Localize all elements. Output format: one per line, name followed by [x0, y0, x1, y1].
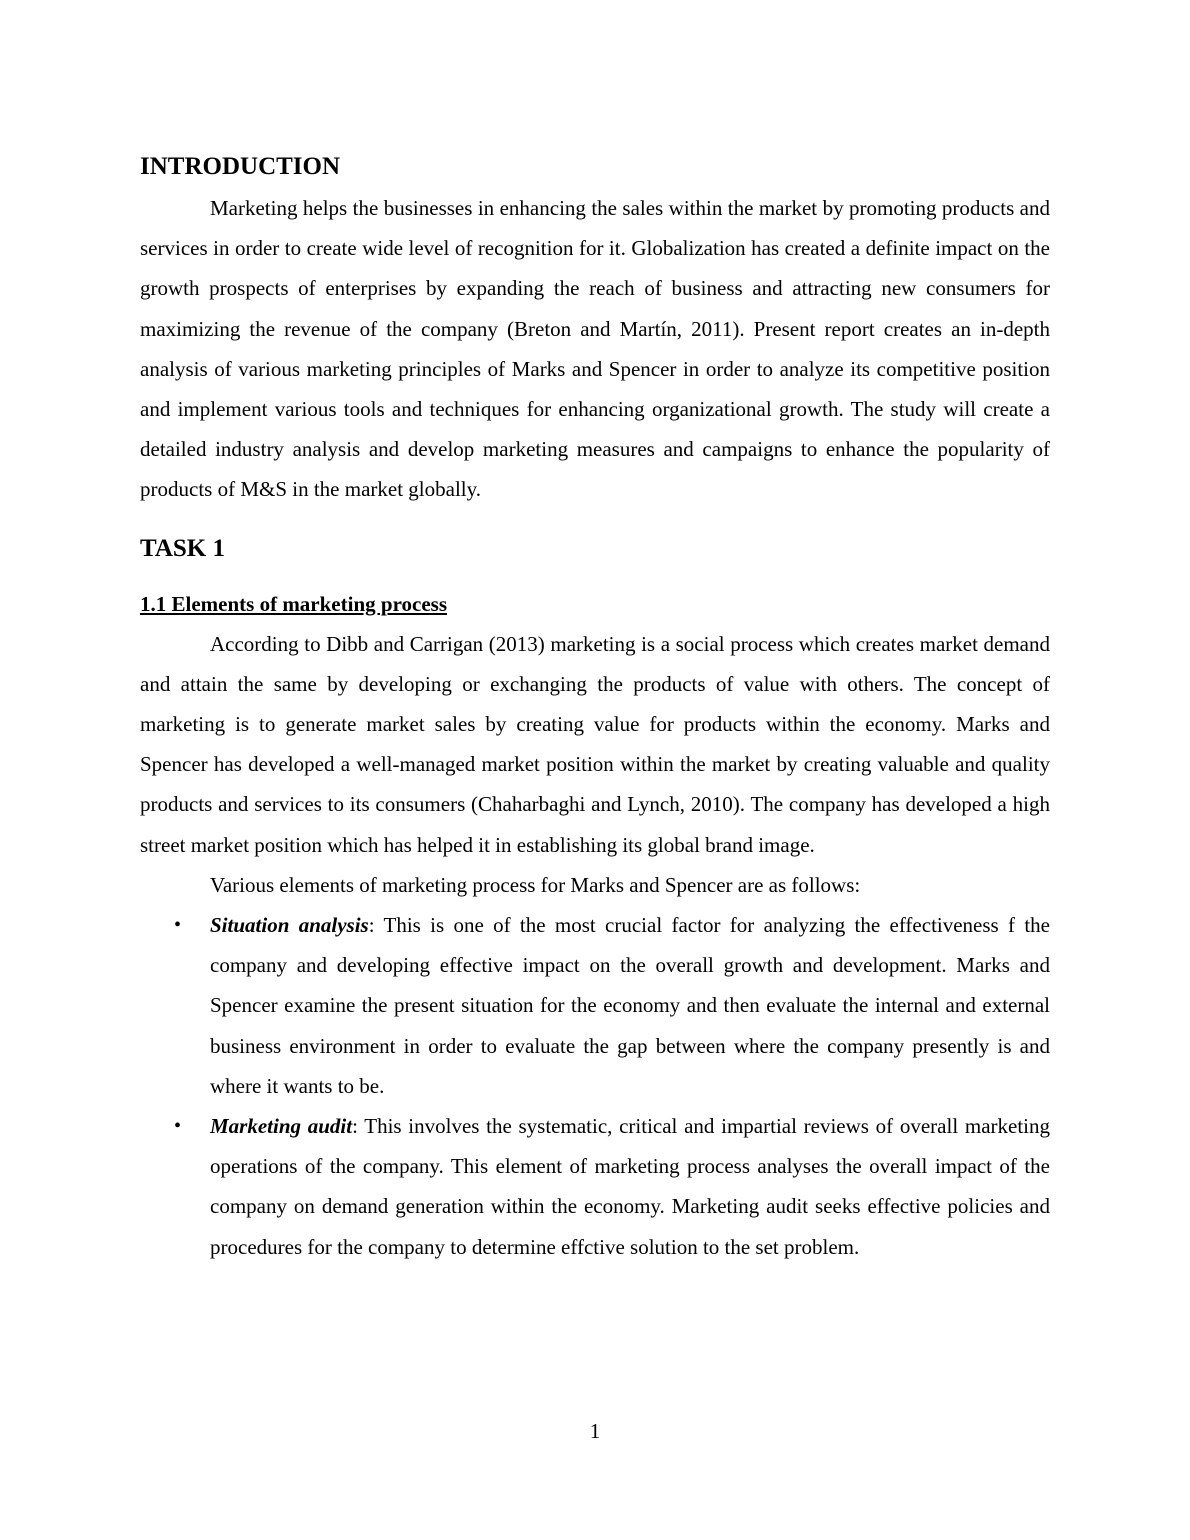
bullet-icon: • [174, 1115, 182, 1138]
section-heading: 1.1 Elements of marketing process [140, 591, 447, 616]
elements-list [140, 905, 1050, 1267]
list-item-term: Situation analysis [210, 913, 369, 938]
list-item [140, 905, 1050, 1106]
list-item-term: Marketing audit [210, 1114, 353, 1139]
page-number: 1 [589, 1419, 601, 1443]
document-page [140, 150, 1050, 1267]
list-item-text: : This involves the systematic, critical and impartial reviews of overall marketing operations of the company. This element of marketing process analyses the overall impact of the company on demand generation within the economy. Marketing audit seeks effective policies and procedures for the company to determine effctive solution to the set problem. [210, 1114, 1050, 1259]
introduction-heading: INTRODUCTION [140, 153, 341, 180]
bullet-icon: • [174, 914, 182, 937]
introduction-paragraph: Marketing helps the businesses in enhancing the sales within the market by promoting products and services in order to create wide level of recognition for it. Globalization has created a definite impact on the growth prospects of enterprises by expanding the reach of business and attracting new consumers for maximizing the revenue of the company (Breton and Martín, 2011). Present report creates an in-depth analysis of various marketing principles of Marks and Spencer in order to analyze its competitive position and implement various tools and techniques for enhancing organizational growth. The study will create a detailed industry analysis and develop marketing measures and campaigns to enhance the popularity of products of M&S in the market globally. [140, 196, 1050, 502]
list-intro: Various elements of marketing process for Marks and Spencer are as follows: [210, 872, 861, 897]
list-item [140, 1106, 1050, 1267]
list-item-text: : This is one of the most crucial factor for analyzing the effectiveness f the company and developing effective impact on the overall growth and development. Marks and Spencer examine the present situation for the economy and then evaluate the internal and external business environment in order to evaluate the gap between where the company presently is and where it wants to be. [210, 913, 1051, 1098]
task-heading: TASK 1 [140, 534, 225, 562]
section-paragraph: According to Dibb and Carrigan (2013) marketing is a social process which creates market demand and attain the same by developing or exchanging the products of value with others. The concept of marketing is to generate market sales by creating value for products within the economy. Marks and Spencer has developed a well-managed market position within the market by creating valuable and quality products and services to its consumers (Chaharbaghi and Lynch, 2010). The company has developed a high street market position which has helped it in establishing its global brand image. [140, 631, 1050, 857]
